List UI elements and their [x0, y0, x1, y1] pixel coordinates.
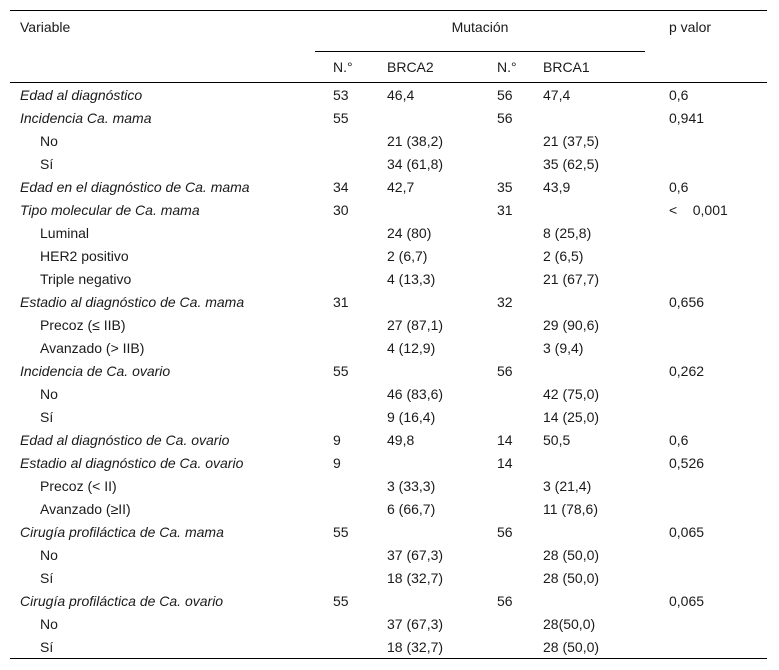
- table-row: [10, 382, 767, 405]
- cell-n-brca1: 32: [497, 293, 513, 310]
- cell-n-brca1: [480, 382, 538, 405]
- header-mutation-group: Mutación: [315, 11, 645, 52]
- row-label: Edad al diagnóstico de Ca. ovario: [20, 431, 230, 448]
- cell-p-value: [645, 382, 767, 405]
- row-label: Precoz (< II): [40, 477, 117, 494]
- table-row: [10, 244, 767, 267]
- cell-p-value: [645, 244, 767, 267]
- cell-n-brca2: 55: [333, 523, 349, 540]
- cell-p-value: [645, 405, 767, 428]
- table-row: [10, 267, 767, 290]
- row-label: Sí: [40, 155, 54, 172]
- cell-p-value: 0,065: [669, 592, 705, 609]
- table-row: [10, 451, 767, 474]
- cell-brca2: [374, 520, 480, 543]
- cell-p-value: [645, 474, 767, 497]
- table-body: [10, 83, 767, 659]
- cell-brca2: [374, 290, 480, 313]
- cell-brca2: 46,4: [374, 83, 480, 107]
- cell-n-brca1: [480, 474, 538, 497]
- cell-n-brca2: [315, 405, 374, 428]
- cell-n-brca2: [315, 336, 374, 359]
- cell-brca1: 28(50,0): [543, 615, 596, 632]
- row-label: Estadio al diagnóstico de Ca. ovario: [20, 454, 244, 471]
- row-label: Cirugía profiláctica de Ca. ovario: [20, 592, 224, 609]
- cell-n-brca2: 34: [333, 178, 349, 195]
- cell-n-brca1: [480, 566, 538, 589]
- cell-p-value: 0,6: [669, 178, 689, 195]
- cell-n-brca2: 53: [315, 83, 374, 107]
- row-label: Avanzado (≥II): [40, 500, 131, 517]
- cell-p-value: [645, 313, 767, 336]
- cell-brca1: 28 (50,0): [543, 569, 600, 586]
- cell-brca1: 21 (37,5): [543, 132, 600, 149]
- cell-brca2: 18 (32,7): [374, 635, 480, 659]
- cell-n-brca2: 55: [333, 362, 349, 379]
- cell-brca2: 21 (38,2): [387, 132, 444, 149]
- cell-brca1: [538, 359, 645, 382]
- cell-brca1: 47,4: [538, 83, 645, 107]
- cell-n-brca1: [480, 497, 538, 520]
- cell-p-value: [645, 566, 767, 589]
- cell-brca2: 49,8: [387, 431, 415, 448]
- table-row: [10, 405, 767, 428]
- cell-brca1: 8 (25,8): [543, 224, 592, 241]
- table-row: [10, 428, 767, 451]
- cell-n-brca1: [480, 405, 538, 428]
- cell-brca1: [538, 290, 645, 313]
- cell-brca2: 9 (16,4): [387, 408, 436, 425]
- table-row: [10, 566, 767, 589]
- cell-n-brca1: 14: [497, 431, 513, 448]
- cell-brca1: 11 (78,6): [543, 500, 598, 517]
- cell-n-brca2: [315, 152, 374, 175]
- cell-n-brca1: [480, 244, 538, 267]
- row-label: Sí: [40, 408, 54, 425]
- cell-brca2: 37 (67,3): [387, 615, 444, 632]
- cell-brca1: [538, 451, 645, 474]
- row-label: Estadio al diagnóstico de Ca. mama: [20, 293, 245, 310]
- row-label: Avanzado (> IIB): [40, 339, 145, 356]
- cell-p-value: [645, 497, 767, 520]
- cell-brca1: 50,5: [543, 431, 571, 448]
- cell-brca1: 29 (90,6): [543, 316, 600, 333]
- cell-n-brca2: [315, 313, 374, 336]
- table-row: [10, 221, 767, 244]
- header-brca1: BRCA1: [538, 52, 645, 83]
- table-row: [10, 83, 767, 107]
- cell-n-brca1: [480, 635, 538, 659]
- cell-p-value: [645, 635, 767, 659]
- cell-brca2: 34 (61,8): [387, 155, 444, 172]
- cell-brca2: 18 (32,7): [387, 569, 444, 586]
- row-label: Sí: [10, 635, 315, 659]
- cell-n-brca2: [315, 566, 374, 589]
- table-row: [10, 290, 767, 313]
- cell-n-brca2: [315, 635, 374, 659]
- row-label: No: [40, 615, 58, 632]
- cell-n-brca1: 14: [497, 454, 513, 471]
- row-label: Triple negativo: [40, 270, 132, 287]
- cell-n-brca2: [315, 267, 374, 290]
- row-label: Incidencia Ca. mama: [20, 109, 152, 126]
- cell-n-brca2: 55: [333, 109, 349, 126]
- row-label: Cirugía profiláctica de Ca. mama: [20, 523, 224, 540]
- table-row: [10, 520, 767, 543]
- cell-brca1: [538, 520, 645, 543]
- header-n-brca1: N.°: [480, 52, 538, 83]
- table-row: [10, 313, 767, 336]
- table-row: [10, 175, 767, 198]
- cell-n-brca1: 56: [497, 592, 513, 609]
- table-row: [10, 129, 767, 152]
- cell-n-brca1: 56: [480, 83, 538, 107]
- table-row: [10, 198, 767, 221]
- cell-n-brca1: [480, 152, 538, 175]
- cell-p-value: 0,526: [669, 454, 705, 471]
- cell-brca2: 37 (67,3): [387, 546, 444, 563]
- cell-brca2: [374, 198, 480, 221]
- cell-brca2: 2 (6,7): [387, 247, 428, 264]
- cell-p-value: [645, 221, 767, 244]
- cell-brca2: [374, 589, 480, 612]
- cell-brca1: 14 (25,0): [543, 408, 600, 425]
- cell-p-value: 0,941: [669, 109, 705, 126]
- cell-n-brca1: [480, 612, 538, 635]
- cell-p-value: 0,262: [669, 362, 705, 379]
- cell-n-brca2: [315, 497, 374, 520]
- cell-n-brca1: [480, 267, 538, 290]
- cell-brca1: [538, 106, 645, 129]
- row-label: Sí: [40, 569, 54, 586]
- table-row: [10, 152, 767, 175]
- cell-brca2: [374, 106, 480, 129]
- cell-n-brca1: 31: [497, 201, 513, 218]
- header-spacer: [10, 52, 315, 83]
- cell-p-value: [645, 612, 767, 635]
- table-row: [10, 543, 767, 566]
- cell-p-value: [645, 152, 767, 175]
- cell-p-value: [645, 543, 767, 566]
- cell-n-brca2: [315, 221, 374, 244]
- row-label: No: [40, 546, 58, 563]
- cell-n-brca1: [480, 336, 538, 359]
- row-label: HER2 positivo: [40, 247, 129, 264]
- header-p-value: p valor: [645, 11, 767, 52]
- cell-n-brca1: 56: [497, 362, 513, 379]
- cell-n-brca1: [480, 543, 538, 566]
- cell-n-brca1: [480, 313, 538, 336]
- cell-n-brca1: 56: [497, 523, 513, 540]
- cell-p-value: < 0,001: [669, 201, 728, 218]
- cell-n-brca2: [315, 382, 374, 405]
- row-label: Luminal: [40, 224, 90, 241]
- table-row: [10, 612, 767, 635]
- header-n-brca2: N.°: [315, 52, 374, 83]
- cell-brca2: 42,7: [387, 178, 415, 195]
- header-variable: Variable: [10, 11, 315, 52]
- row-label: No: [40, 132, 58, 149]
- cell-n-brca2: [315, 244, 374, 267]
- cell-p-value: 0,656: [669, 293, 705, 310]
- cell-brca1: 3 (21,4): [543, 477, 592, 494]
- cell-brca2: [374, 359, 480, 382]
- cell-brca1: 3 (9,4): [543, 339, 584, 356]
- cell-n-brca2: [315, 129, 374, 152]
- cell-brca2: 4 (12,9): [387, 339, 436, 356]
- table-row: [10, 635, 767, 659]
- cell-p-value: [645, 267, 767, 290]
- cell-brca2: 24 (80): [387, 224, 432, 241]
- cell-n-brca2: [315, 474, 374, 497]
- header-brca2: BRCA2: [374, 52, 480, 83]
- cell-n-brca2: 9: [333, 431, 341, 448]
- cell-p-value: 0,6: [669, 431, 689, 448]
- data-table-container: [10, 10, 767, 659]
- cell-brca2: 3 (33,3): [387, 477, 436, 494]
- cell-brca2: 4 (13,3): [387, 270, 436, 287]
- cell-brca2: [374, 451, 480, 474]
- header-spacer-p: [645, 52, 767, 83]
- cell-brca1: 28 (50,0): [543, 546, 600, 563]
- cell-brca1: 28 (50,0): [538, 635, 645, 659]
- cell-brca2: 6 (66,7): [387, 500, 436, 517]
- cell-n-brca1: [480, 129, 538, 152]
- cell-p-value: [645, 129, 767, 152]
- table-row: [10, 474, 767, 497]
- cell-n-brca2: 9: [333, 454, 341, 471]
- cell-n-brca2: 31: [333, 293, 349, 310]
- cell-brca1: 35 (62,5): [543, 155, 600, 172]
- cell-n-brca1: 35: [497, 178, 513, 195]
- mutation-comparison-table: [10, 10, 767, 659]
- cell-brca1: 2 (6,5): [543, 247, 584, 264]
- cell-brca2: 27 (87,1): [387, 316, 444, 333]
- cell-brca1: 43,9: [543, 178, 571, 195]
- table-row: [10, 589, 767, 612]
- cell-brca1: 21 (67,7): [543, 270, 600, 287]
- table-row: [10, 497, 767, 520]
- cell-brca2: 46 (83,6): [387, 385, 444, 402]
- row-label: No: [40, 385, 58, 402]
- row-label: Edad al diagnóstico: [10, 83, 315, 107]
- cell-p-value: [645, 336, 767, 359]
- cell-brca1: [538, 198, 645, 221]
- row-label: Tipo molecular de Ca. mama: [20, 201, 200, 218]
- row-label: Edad en el diagnóstico de Ca. mama: [20, 178, 250, 195]
- cell-p-value: 0,065: [669, 523, 705, 540]
- row-label: Precoz (≤ IIB): [40, 316, 126, 333]
- cell-brca1: 42 (75,0): [543, 385, 600, 402]
- table-row: [10, 336, 767, 359]
- cell-n-brca2: [315, 612, 374, 635]
- cell-n-brca1: [480, 221, 538, 244]
- table-row: [10, 106, 767, 129]
- cell-n-brca2: 30: [333, 201, 349, 218]
- cell-p-value: 0,6: [645, 83, 767, 107]
- table-row: [10, 359, 767, 382]
- cell-n-brca1: 56: [497, 109, 513, 126]
- cell-n-brca2: [315, 543, 374, 566]
- cell-n-brca2: 55: [333, 592, 349, 609]
- row-label: Incidencia de Ca. ovario: [20, 362, 171, 379]
- cell-brca1: [538, 589, 645, 612]
